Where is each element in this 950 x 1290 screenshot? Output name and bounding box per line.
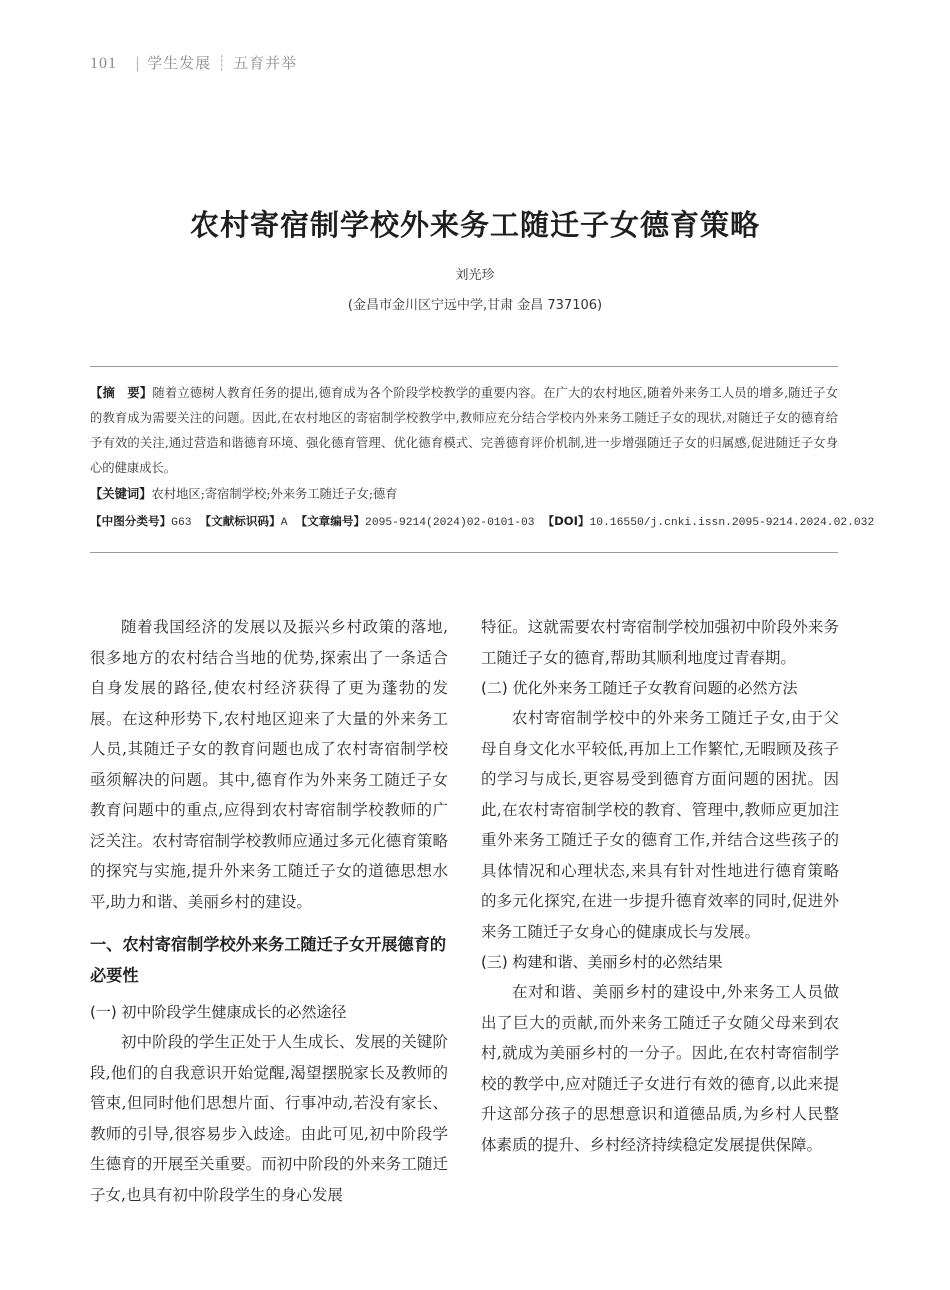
subsection-heading-2: (二) 优化外来务工随迁子女教育问题的必然方法 [481, 679, 798, 697]
continued-paragraph: 特征。这就需要农村寄宿制学校加强初中阶段外来务工随迁子女的德育,帮助其顺利地度过青春期。 [481, 618, 839, 667]
doi-label: 【DOI】 [542, 514, 590, 528]
keywords-label: 【关键词】 [90, 487, 152, 501]
abstract-label: 【摘 要】 [90, 386, 153, 400]
article-number-value: 2095-9214(2024)02-0101-03 [365, 517, 535, 529]
doi-value: 10.16550/j.cnki.issn.2095-9214.2024.02.032 [589, 517, 875, 529]
bottom-rule [90, 552, 838, 553]
author-name: 刘光珍 [455, 268, 495, 283]
subsection-2-paragraph: 农村寄宿制学校中的外来务工随迁子女,由于父母自身文化水平较低,再加上工作繁忙,无暇顾及孩子的学习与成长,更容易受到德育方面问题的困扰。因此,在农村寄宿制学校的教育、管理中,教师应更加注重外来务工随迁子女的德育工作,并结合这些孩子的具体情况和心理状态,来具有针对性地进行德育策略的多元化探究,在进一步提升德育效率的同时,促进外来务工随迁子女身心的健康成长与发展。 [481, 709, 839, 941]
header-subsection: 五育并举 [233, 54, 298, 72]
subsection-1-paragraph: 初中阶段的学生正处于人生成长、发展的关键阶段,他们的自我意识开始觉醒,渴望摆脱家长及教师的管束,但同时他们思想片面、行事冲动,若没有家长、教师的引导,很容易步入歧途。由此可见,初中阶段学生德育的开展至关重要。而初中阶段的外来务工随迁子女,也具有初中阶段学生的身心发展 [90, 1033, 448, 1204]
header-divider-dotted: ┊ [217, 54, 228, 72]
keywords [90, 484, 398, 502]
article-number-label: 【文章编号】 [295, 514, 366, 528]
abstract-text: 随着立德树人教育任务的提出,德育成为各个阶段学校教学的重要内容。在广大的农村地区,随着外来务工人员的增多,随迁子女的教育成为需要关注的问题。因此,在农村地区的寄宿制学校教学中,教师应充分结合学校内外来务工随迁子女的现状,对随迁子女的德育给予有效的关注,通过营造和谐德育环境、强化德育管理、优化德育模式、完善德育评价机制,进一步增强随迁子女的归属感,促进随迁子女身心的健康成长。 [90, 386, 838, 475]
right-column [481, 612, 839, 1160]
subsection-heading-3: (三) 构建和谐、美丽乡村的必然结果 [481, 953, 723, 971]
classification-line [90, 513, 875, 529]
page-number: 101 [90, 55, 117, 72]
intro-paragraph: 随着我国经济的发展以及振兴乡村政策的落地,很多地方的农村结合当地的优势,探索出了一条适合自身发展的路径,使农村经济获得了更为蓬勃的发展。在这种形势下,农村地区迎来了大量的外来务工人员,其随迁子女的教育问题也成了农村寄宿制学校亟须解决的问题。其中,德育作为外来务工随迁子女教育问题中的重点,应得到农村寄宿制学校教师的广泛关注。农村寄宿制学校教师应通过多元化德育策略的探究与实施,提升外来务工随迁子女的道德思想水平,助力和谐、美丽乡村的建设。 [90, 618, 448, 911]
doc-code-label: 【文献标识码】 [199, 514, 281, 528]
subsection-3-paragraph: 在对和谐、美丽乡村的建设中,外来务工人员做出了巨大的贡献,而外来务工随迁子女随父母来到农村,就成为美丽乡村的一分子。因此,在农村寄宿制学校的教学中,应对随迁子女进行有效的德育,以此来提升这部分孩子的思想意识和道德品质,为乡村人民整体素质的提升、乡村经济持续稳定发展提供保障。 [481, 983, 839, 1154]
author-affiliation: (金昌市金川区宁远中学,甘肃 金昌 737106) [347, 298, 603, 313]
top-rule [90, 366, 838, 367]
doc-code-value: A [280, 517, 288, 529]
running-header [90, 52, 297, 73]
subsection-heading-1: (一) 初中阶段学生健康成长的必然途径 [90, 1003, 347, 1021]
article-title: 农村寄宿制学校外来务工随迁子女德育策略 [189, 208, 760, 242]
clc-label: 【中图分类号】 [90, 514, 172, 528]
keywords-text: 农村地区;寄宿制学校;外来务工随迁子女;德育 [151, 487, 398, 501]
section-heading-1: 一、农村寄宿制学校外来务工随迁子女开展德育的必要性 [90, 935, 447, 985]
abstract [90, 381, 838, 481]
header-divider: | [135, 54, 142, 72]
header-section: 学生发展 [147, 54, 212, 72]
clc-value: G63 [171, 517, 192, 529]
left-column [90, 612, 448, 1210]
